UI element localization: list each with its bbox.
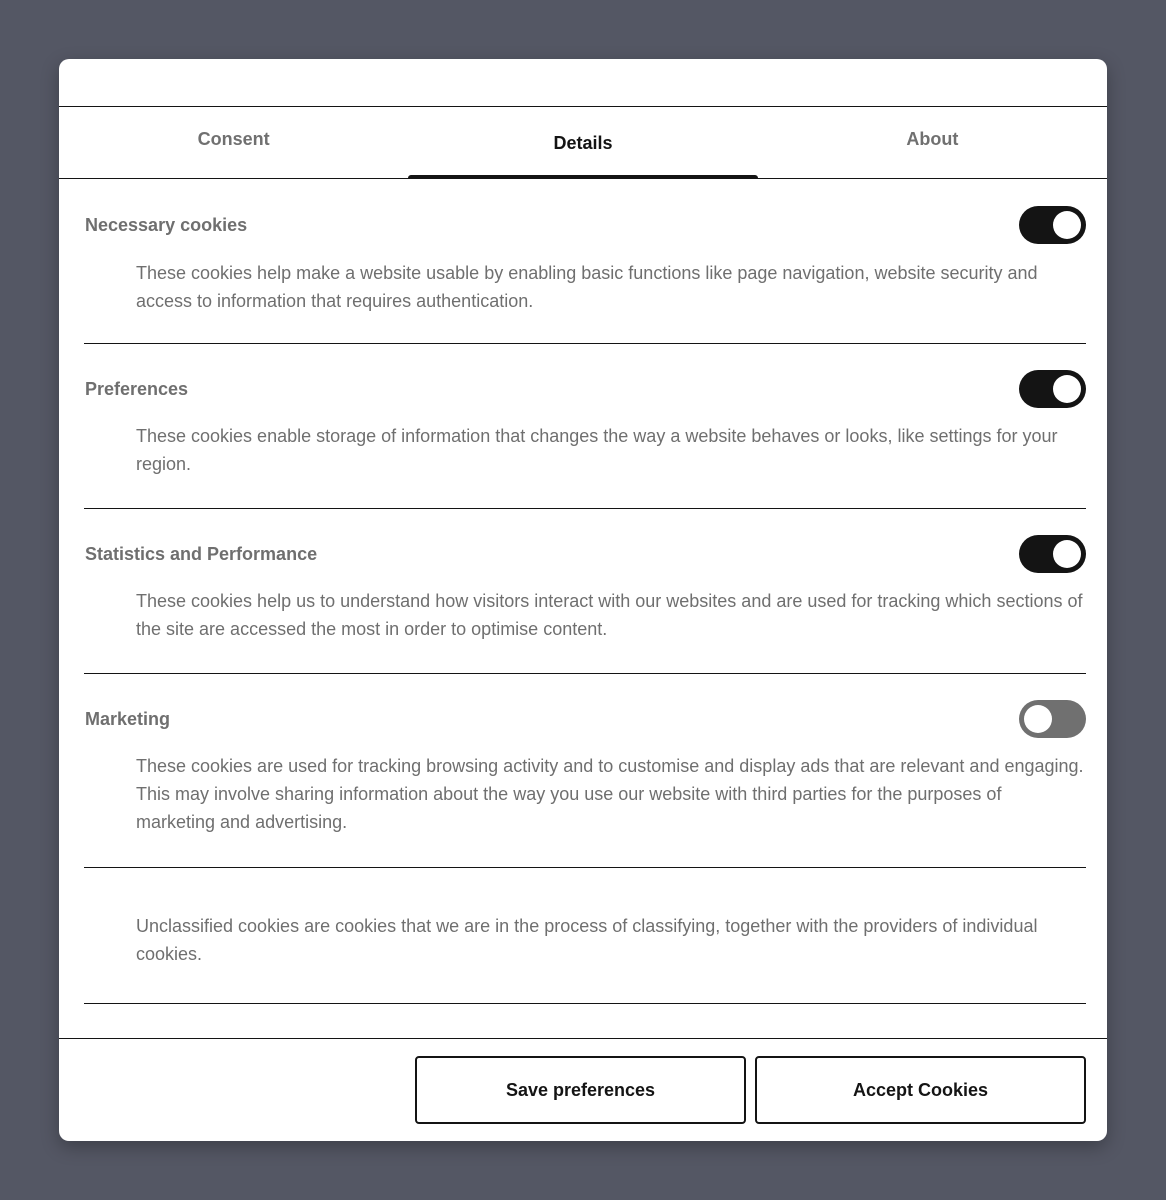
section-preferences [84, 344, 1086, 509]
toggle-knob [1053, 540, 1081, 568]
section-description-marketing: These cookies are used for tracking browsing activity and to customise and display ads that are relevant and engaging. This may involve sharing information about the way you use our website with third parties for the purposes of marketing and advertising. [136, 756, 1084, 832]
details-content [59, 179, 1107, 1004]
section-description-unclassified: Unclassified cookies are cookies that we are in the process of classifying, together with the providers of individual cookies. [136, 916, 1038, 964]
section-title-statistics: Statistics and Performance [85, 543, 318, 564]
section-title-marketing: Marketing [85, 708, 171, 729]
section-header [84, 674, 1086, 764]
tab-about-label: About [906, 129, 959, 149]
section-title-necessary: Necessary cookies [85, 214, 248, 235]
dialog-footer [59, 1038, 1107, 1141]
section-necessary [84, 179, 1086, 344]
toggle-marketing[interactable] [1019, 700, 1086, 738]
section-header [84, 179, 1086, 271]
save-preferences-button[interactable]: Save preferences [415, 1056, 746, 1124]
toggle-knob [1024, 705, 1052, 733]
tab-consent[interactable] [59, 107, 408, 178]
section-description-preferences: These cookies enable storage of information that changes the way a website behaves or looks, like settings for your region. [136, 426, 1058, 474]
section-description-statistics: These cookies help us to understand how visitors interact with our websites and are used for tracking which sections of the site are accessed the most in order to optimise content. [136, 591, 1083, 639]
accept-cookies-button[interactable]: Accept Cookies [755, 1056, 1086, 1124]
tab-consent-label: Consent [197, 129, 270, 149]
cookie-consent-dialog [59, 59, 1107, 1141]
toggle-statistics[interactable] [1019, 535, 1086, 573]
tab-details[interactable] [408, 107, 757, 178]
toggle-knob [1053, 375, 1081, 403]
section-header [84, 509, 1086, 599]
tab-details-label: Details [553, 133, 613, 153]
toggle-necessary[interactable] [1019, 206, 1086, 244]
tab-bar [59, 107, 1107, 179]
section-statistics [84, 509, 1086, 674]
toggle-preferences[interactable] [1019, 370, 1086, 408]
section-title-preferences: Preferences [85, 378, 189, 399]
section-unclassified [84, 868, 1086, 1004]
toggle-knob [1053, 211, 1081, 239]
section-header [84, 344, 1086, 434]
section-marketing [84, 674, 1086, 868]
dialog-header [59, 59, 1107, 107]
tab-about[interactable] [758, 107, 1107, 178]
section-description-necessary: These cookies help make a website usable by enabling basic functions like page navigation, website security and access to information that requires authentication. [136, 263, 1038, 311]
